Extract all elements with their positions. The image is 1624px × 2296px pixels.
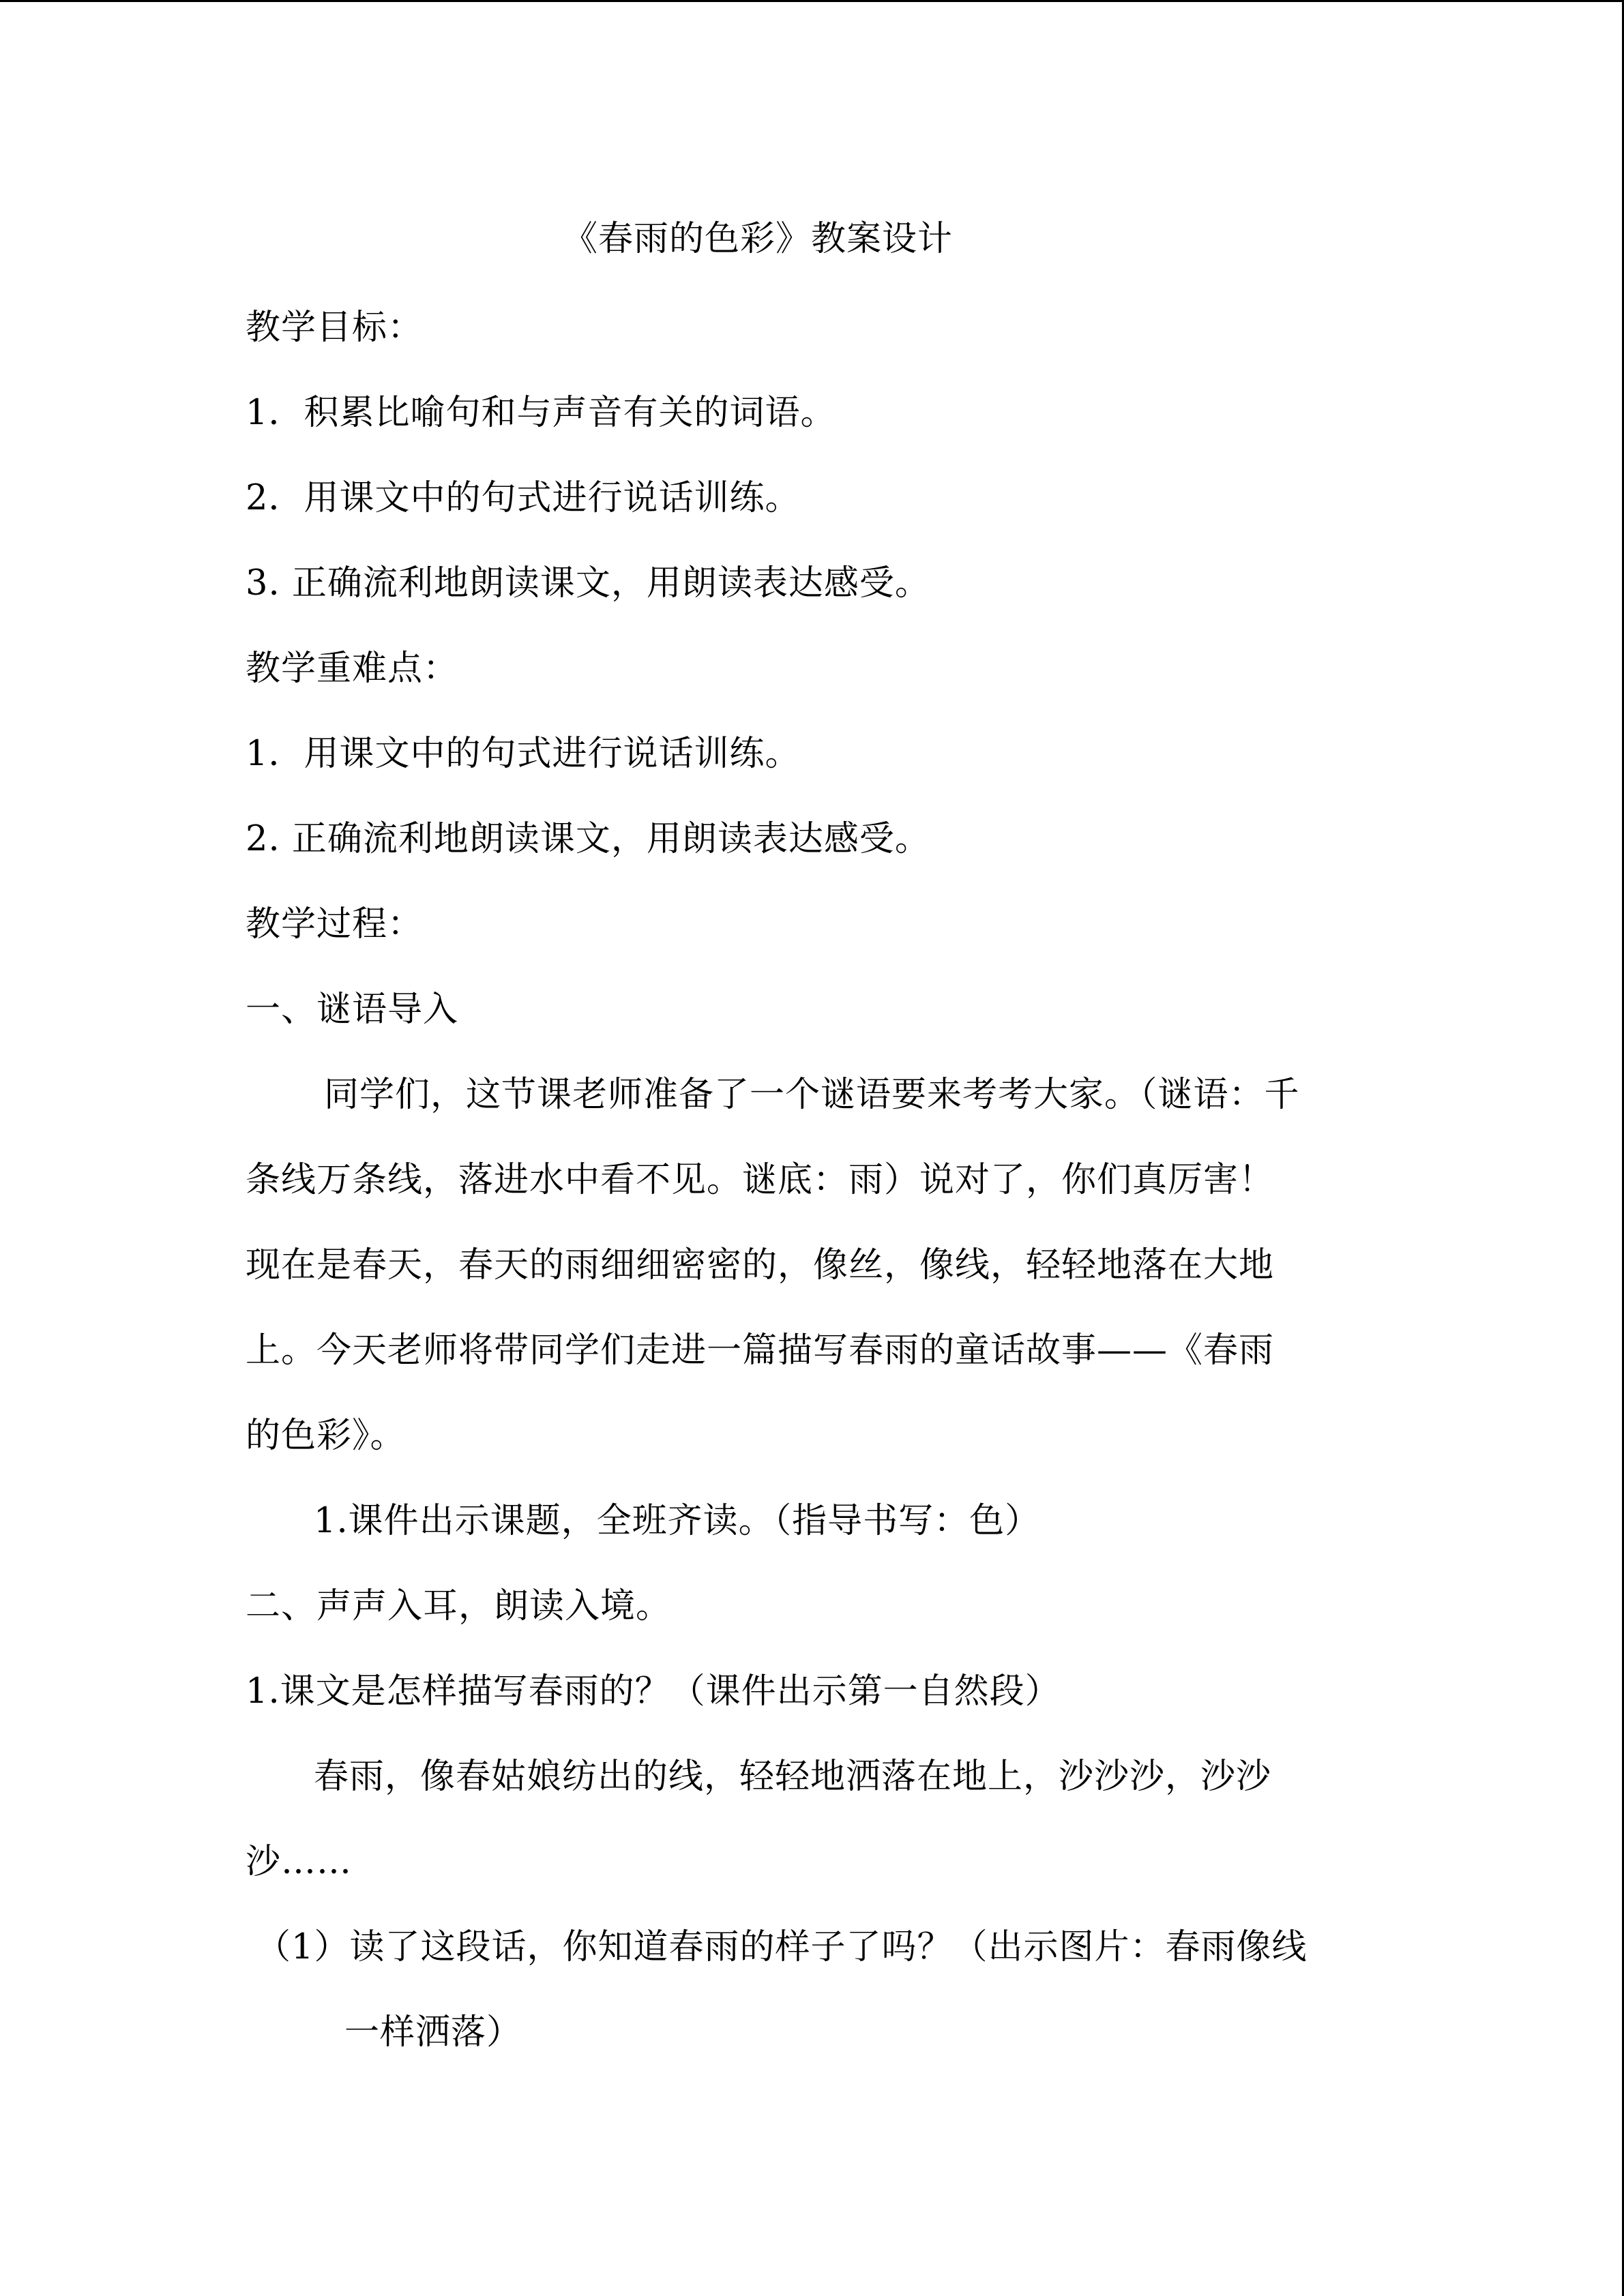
paragraph-line: 上。今天老师将带同学们走进一篇描写春雨的童话故事——《春雨 [246,1330,1275,1371]
paragraph-line: 同学们，这节课老师准备了一个谜语要来考考大家。（谜语：千 [324,1075,1300,1115]
paragraph-line: 现在是春天，春天的雨细细密密的，像丝，像线，轻轻地落在大地 [246,1245,1275,1285]
question-item-continuation: 一样洒落） [344,2012,522,2053]
question-item: （1）读了这段话，你知道春雨的样子了吗？（出示图片：春雨像线 [256,1927,1308,1967]
heading-teaching-process: 教学过程： [246,904,424,944]
section-heading-1: 一、谜语导入 [246,989,459,1030]
document-title: 《春雨的色彩》教案设计 [563,219,954,259]
section-heading-2: 二、声声入耳，朗读入境。 [246,1586,672,1626]
quoted-text-line: 沙…… [246,1842,353,1882]
goal-item-2: 2．用课文中的句式进行说话训练。 [246,478,801,518]
difficulty-item-1: 1．用课文中的句式进行说话训练。 [246,734,801,774]
step-item: 1.课件出示课题，全班齐读。（指导书写：色） [314,1501,1041,1541]
quoted-text-line: 春雨，像春姑娘纺出的线，轻轻地洒落在地上，沙沙沙，沙沙 [314,1757,1272,1797]
heading-teaching-goals: 教学目标： [246,308,424,348]
step-item: 1.课文是怎样描写春雨的？（课件出示第一自然段） [246,1671,1061,1712]
difficulty-item-2: 2. 正确流利地朗读课文，用朗读表达感受。 [246,819,930,859]
goal-item-1: 1．积累比喻句和与声音有关的词语。 [246,393,836,433]
paragraph-line: 条线万条线，落进水中看不见。谜底：雨）说对了，你们真厉害！ [246,1160,1275,1200]
paragraph-line: 的色彩》。 [246,1416,406,1456]
goal-item-3: 3. 正确流利地朗读课文，用朗读表达感受。 [246,563,930,603]
heading-key-difficulties: 教学重难点： [246,648,459,689]
